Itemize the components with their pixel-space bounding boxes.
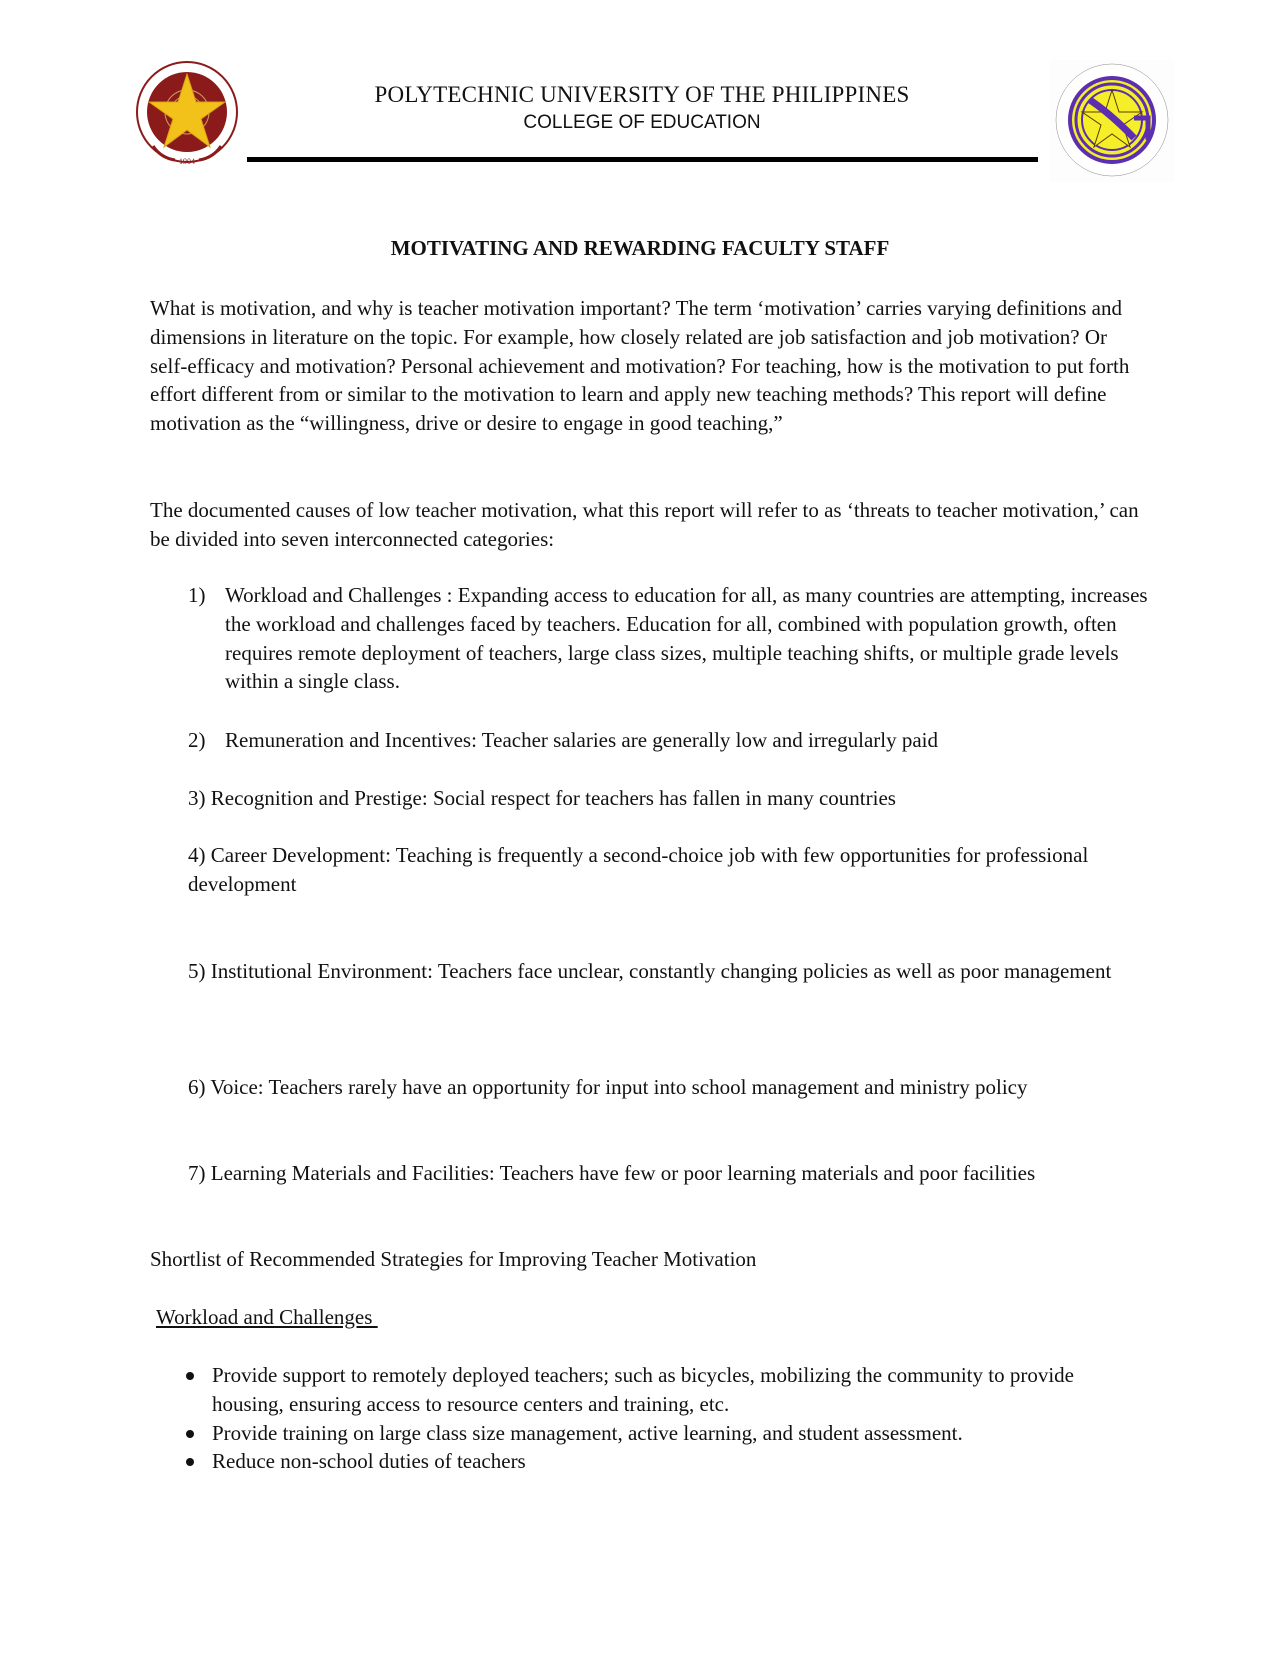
- threat-text: Recognition and Prestige: Social respect for teachers has fallen in many countries: [210, 786, 896, 810]
- college-name: COLLEGE OF EDUCATION: [523, 112, 761, 133]
- threat-item: [188, 841, 1138, 899]
- pup-graduate-school-seal-icon: [1050, 60, 1174, 182]
- section-subheading: Workload and Challenges: [156, 1305, 378, 1329]
- threat-text: Workload and Challenges : Expanding access to education for all, as many countries are attempting, increases the workload and challenges faced by teachers. Education for all, combined with population growth, often requires remote deployment of teachers, large class sizes, multiple teaching shifts, or multiple grade levels within a single class.: [225, 583, 1148, 694]
- bullet-icon: [186, 1372, 194, 1380]
- document-title: MOTIVATING AND REWARDING FACULTY STAFF: [390, 236, 890, 260]
- threat-item: [188, 957, 1138, 986]
- pup-seal-icon: [131, 60, 243, 168]
- shortlist-heading: Shortlist of Recommended Strategies for Improving Teacher Motivation: [150, 1247, 757, 1271]
- strategy-text: Provide support to remotely deployed teachers; such as bicycles, mobilizing the community to provide housing, ensuring access to resource centers and training, etc.: [212, 1363, 1074, 1416]
- threat-number: 4): [188, 843, 206, 867]
- strategy-item: [186, 1361, 1146, 1419]
- threat-number: 6): [188, 1075, 206, 1099]
- threat-text: Institutional Environment: Teachers face unclear, constantly changing policies as well as poor management: [210, 959, 1112, 983]
- threat-item: [188, 1159, 1138, 1188]
- strategy-list: [186, 1361, 1146, 1476]
- threat-text: Career Development: Teaching is frequently a second-choice job with few opportunities for professional development: [188, 843, 1089, 896]
- threat-number: 7): [188, 1161, 206, 1185]
- threat-item: [188, 784, 1138, 813]
- threat-text: Remuneration and Incentives: Teacher salaries are generally low and irregularly paid: [225, 728, 939, 752]
- strategy-item: [186, 1447, 1146, 1476]
- strategy-item: [186, 1419, 1146, 1448]
- threat-item: [188, 581, 1175, 696]
- threat-number: 5): [188, 959, 206, 983]
- threat-text: Learning Materials and Facilities: Teachers have few or poor learning materials and poor facilities: [210, 1161, 1036, 1185]
- bullet-icon: [186, 1458, 194, 1466]
- threat-number: 2): [188, 728, 206, 752]
- svg-text:1904: 1904: [179, 157, 195, 166]
- threat-text: Voice: Teachers rarely have an opportunity for input into school management and ministry policy: [210, 1075, 1028, 1099]
- bullet-icon: [186, 1430, 194, 1438]
- strategy-text: Provide training on large class size management, active learning, and student assessment.: [212, 1420, 963, 1445]
- threat-item: [188, 726, 1175, 755]
- intro-paragraph: What is motivation, and why is teacher motivation important? The term ‘motivation’ carries varying definitions and dimensions in literature on the topic. For example, how closely related are job satisfaction and job motivation? Or self-efficacy and motivation? Personal achievement and motivation? For teaching, how is the motivation to put forth effort different from or similar to the motivation to learn and apply new teaching methods? This report will define motivation as the “willingness, drive or desire to engage in good teaching,”: [150, 296, 1130, 436]
- header-divider: [247, 157, 1038, 162]
- threat-number: 3): [188, 786, 206, 810]
- threat-item: [188, 1073, 1138, 1102]
- causes-intro-paragraph: The documented causes of low teacher motivation, what this report will refer to as ‘threats to teacher motivation,’ can be divided into seven interconnected categories:: [150, 498, 1139, 551]
- strategy-text: Reduce non-school duties of teachers: [212, 1449, 526, 1474]
- threat-number: 1): [188, 583, 206, 607]
- university-name: POLYTECHNIC UNIVERSITY OF THE PHILIPPINES: [374, 82, 910, 107]
